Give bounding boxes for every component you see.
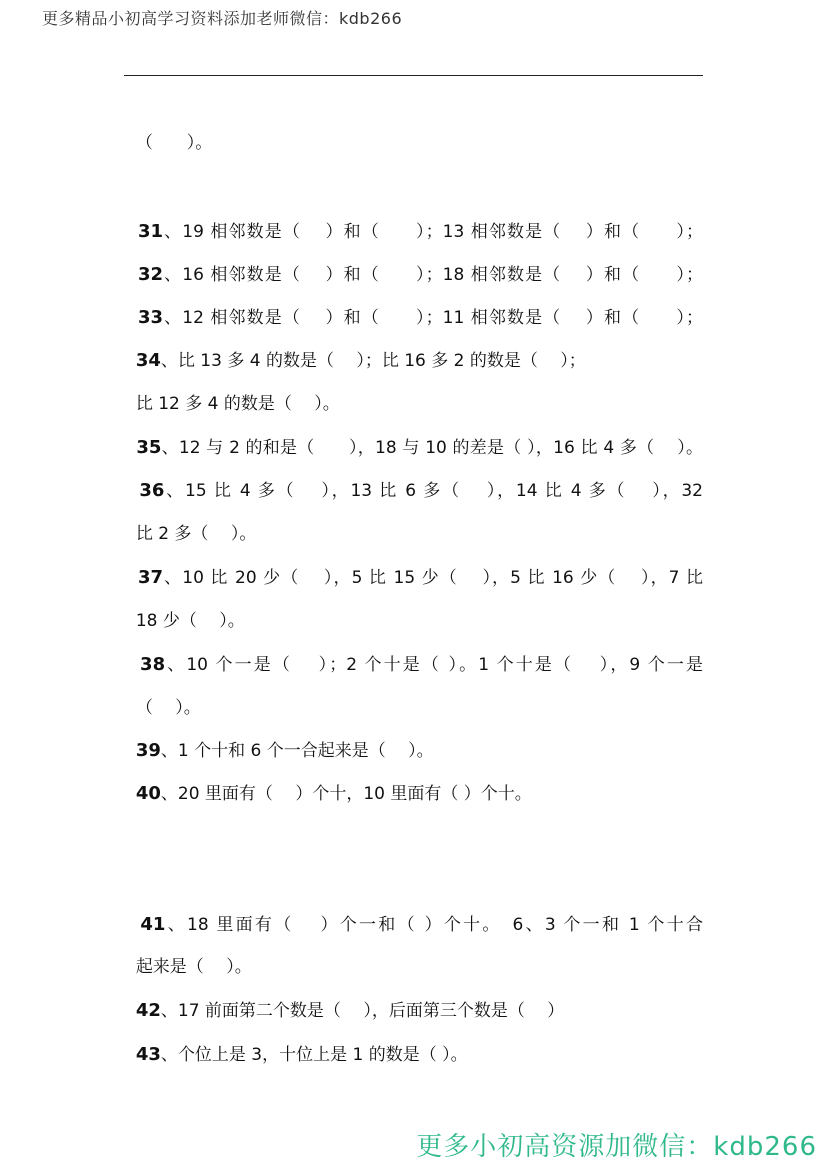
- question-40-line: [125, 761, 532, 804]
- question-41-line-1: [125, 892, 703, 935]
- footer-watermark: 更多小初高资源加微信：kdb266: [416, 1132, 817, 1162]
- question-38-line-2: [125, 675, 201, 718]
- question-text: 起来是（ ）。: [135, 957, 252, 977]
- question-35-line: [125, 415, 703, 458]
- question-37-line-1: [125, 545, 703, 588]
- question-number: 41: [140, 914, 166, 935]
- question-text: 、16 相邻数是（ ）和（ ）；18 相邻数是（ ）和（ ）；: [163, 265, 703, 285]
- question-text: 、20 里面有（ ）个十，10 里面有（ ）个十。: [160, 784, 532, 804]
- question-31-line: [125, 199, 703, 242]
- question-number: 35: [136, 437, 162, 458]
- question-text: 比 12 多 4 的数是（ ）。: [135, 394, 340, 414]
- question-36-line-1: [125, 458, 703, 501]
- question-text: （ ）。: [135, 133, 213, 153]
- header-divider: [124, 75, 703, 76]
- question-text: 、个位上是 3，十位上是 1 的数是（ ）。: [160, 1045, 468, 1065]
- question-number: 34: [135, 350, 161, 371]
- question-38-line-1: [125, 632, 704, 675]
- question-34-line-2: [125, 371, 340, 414]
- question-number: 42: [135, 1000, 161, 1021]
- question-number: 36: [139, 480, 165, 501]
- question-text: 18 少（ ）。: [135, 611, 245, 631]
- question-number: 38: [140, 654, 166, 675]
- question-41-line-2: [125, 934, 252, 977]
- question-text: 、19 相邻数是（ ）和（ ）；13 相邻数是（ ）和（ ）；: [163, 222, 703, 242]
- question-text: 、15 比 4 多（ ），13 比 6 多（ ），14 比 4 多（ ），32: [164, 481, 703, 501]
- question-text: 、1 个十和 6 个一合起来是（ ）。: [160, 741, 434, 761]
- question-text: 、12 与 2 的和是（ ），18 与 10 的差是（ ），16 比 4 多（ ）。: [161, 438, 703, 458]
- question-number: 31: [138, 221, 164, 242]
- question-30-tail-line: [125, 110, 213, 153]
- question-text: （ ）。: [135, 698, 201, 718]
- question-number: 40: [135, 783, 161, 804]
- question-34-line-1: [125, 328, 586, 371]
- question-number: 37: [138, 567, 164, 588]
- question-number: 39: [135, 740, 161, 761]
- question-42-line: [125, 978, 565, 1021]
- question-text: 、12 相邻数是（ ）和（ ）；11 相邻数是（ ）和（ ）；: [163, 308, 703, 328]
- question-43-line: [125, 1022, 468, 1065]
- question-text: 比 2 多（ ）。: [135, 524, 257, 544]
- question-number: 32: [138, 264, 164, 285]
- question-text: 、10 比 20 少（ ），5 比 15 少（ ），5 比 16 少（ ），7 比: [163, 568, 703, 588]
- question-number: 43: [135, 1044, 161, 1065]
- question-33-line: [125, 285, 703, 328]
- question-32-line: [125, 242, 703, 285]
- question-text: 、10 个一是（ ）；2 个十是（ ）。1 个十是（ ），9 个一是: [165, 655, 704, 675]
- question-number: 33: [138, 307, 164, 328]
- page-header-watermark: 更多精品小初高学习资料添加老师微信：kdb266: [42, 9, 403, 28]
- question-text: 、18 里面有（ ）个一和（ ）个十。 6、3 个一和 1 个十合: [165, 915, 703, 935]
- question-36-line-2: [125, 501, 257, 544]
- question-text: 、比 13 多 4 的数是（ ）；比 16 多 2 的数是（ ）；: [160, 351, 586, 371]
- question-37-line-2: [125, 588, 245, 631]
- question-text: 、17 前面第二个数是（ ），后面第三个数是（ ）: [160, 1001, 565, 1021]
- question-39-line: [125, 718, 434, 761]
